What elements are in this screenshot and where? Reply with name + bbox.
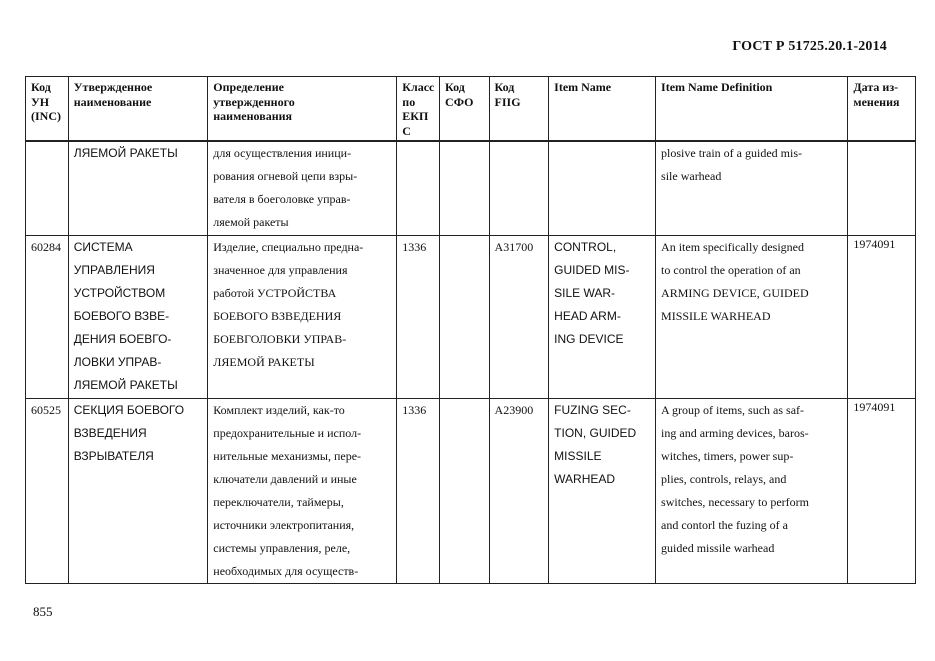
cell-fiig: A31700: [489, 236, 549, 399]
table-row: [26, 236, 916, 399]
header-text: Код: [31, 80, 51, 94]
header-fiig: [489, 77, 549, 142]
cell-inc: 60284: [26, 236, 69, 399]
cell-fiig: [489, 141, 549, 236]
cell-date: 1974091: [848, 236, 916, 399]
header-text: Item Name: [554, 80, 612, 94]
cell-text: для осуществления иници-: [213, 146, 352, 160]
header-text: утвержденного: [213, 94, 295, 109]
cell-text: MISSILE: [554, 449, 602, 463]
cell-text: УПРАВЛЕНИЯ: [73, 263, 155, 277]
cell-text: Комплект изделий, как-то: [213, 403, 345, 417]
header-text: УН: [31, 94, 50, 109]
cell-text: ARMING DEVICE, GUIDED: [661, 286, 809, 300]
header-text: наименование: [73, 94, 152, 109]
cell-text: to control the operation of an: [661, 263, 801, 277]
cell-text: ing and arming devices, baros-: [661, 426, 809, 440]
header-item-name-definition: [656, 77, 848, 142]
cell-item-definition: [656, 236, 848, 399]
cell-text: БОЕВОГО ВЗВЕДЕНИЯ: [213, 309, 342, 323]
header-text: Утвержденное: [73, 80, 153, 94]
header-text: Item Name Definition: [661, 80, 773, 94]
header-sfo: [440, 77, 490, 142]
cell-text: ЛЯЕМОЙ РАКЕТЫ: [73, 378, 178, 392]
cell-definition: [208, 399, 397, 584]
header-text: FIIG: [494, 94, 521, 109]
cell-text: необходимых для осуществ-: [213, 564, 359, 578]
cell-text: CONTROL,: [554, 240, 617, 254]
header-text: наименования: [213, 109, 293, 124]
cell-text: guided missile warhead: [661, 541, 775, 555]
cell-sfo: [440, 399, 490, 584]
cell-class: [397, 141, 440, 236]
cell-text: ВЗВЕДЕНИЯ: [73, 426, 147, 440]
header-text: менения: [853, 94, 900, 109]
cell-sfo: [440, 141, 490, 236]
cell-text: переключатели, таймеры,: [213, 495, 344, 509]
cell-text: ДЕНИЯ БОЕВГО-: [73, 332, 172, 346]
cell-text: системы управления, реле,: [213, 541, 351, 555]
cell-text: TION, GUIDED: [554, 426, 637, 440]
cell-text: SILE WAR-: [554, 286, 616, 300]
cell-text: ЛЯЕМОЙ РАКЕТЫ: [73, 146, 178, 160]
cell-text: предохранительные и испол-: [213, 426, 362, 440]
header-text: Код: [445, 80, 465, 94]
cell-item-name: [549, 236, 656, 399]
header-text: Определение: [213, 80, 284, 94]
table-row: [26, 141, 916, 236]
cell-text: БОЕВОГО ВЗВЕ-: [73, 309, 170, 323]
cell-text: СИСТЕМА: [73, 240, 133, 254]
cell-text: ЛЯЕМОЙ РАКЕТЫ: [213, 355, 315, 369]
cell-date: 1974091: [848, 399, 916, 584]
header-definition: [208, 77, 397, 142]
cell-definition: [208, 236, 397, 399]
cell-text: ключатели давлений и иные: [213, 472, 357, 486]
cell-text: WARHEAD: [554, 472, 616, 486]
cell-text: вателя в боеголовке управ-: [213, 192, 351, 206]
header-change-date: [848, 77, 916, 142]
header-text: СФО: [445, 94, 474, 109]
header-text: Класс: [402, 80, 435, 94]
cell-date: [848, 141, 916, 236]
cell-approved-name: [68, 141, 208, 236]
cell-approved-name: [68, 399, 208, 584]
cell-item-definition: [656, 399, 848, 584]
cell-item-name: [549, 399, 656, 584]
header-inc: [26, 77, 69, 142]
cell-text: switches, necessary to perform: [661, 495, 809, 509]
standard-designation: ГОСТ Р 51725.20.1-2014: [732, 39, 887, 54]
cell-text: нительные механизмы, пере-: [213, 449, 362, 463]
cell-text: рования огневой цепи взры-: [213, 169, 358, 183]
cell-text: источники электропитания,: [213, 518, 355, 532]
cell-text: Изделие, специально предна-: [213, 240, 364, 254]
cell-text: GUIDED MIS-: [554, 263, 630, 277]
page-number: 855: [33, 604, 53, 619]
cell-class: 1336: [397, 399, 440, 584]
cell-text: plosive train of a guided mis-: [661, 146, 803, 160]
cell-text: ляемой ракеты: [213, 215, 289, 229]
cell-text: MISSILE WARHEAD: [661, 309, 771, 323]
header-text: Дата из-: [853, 80, 899, 94]
header-class: [397, 77, 440, 142]
cell-approved-name: [68, 236, 208, 399]
cell-inc: [26, 141, 69, 236]
cell-item-name: [549, 141, 656, 236]
cell-text: A group of items, such as saf-: [661, 403, 805, 417]
header-text: (INC): [31, 109, 61, 124]
header-text: ЕКП: [402, 109, 429, 124]
cell-text: An item specifically designed: [661, 240, 804, 254]
table-header: [26, 77, 916, 142]
cell-text: FUZING SEC-: [554, 403, 631, 417]
cell-sfo: [440, 236, 490, 399]
cell-text: ING DEVICE: [554, 332, 624, 346]
cell-text: ЛОВКИ УПРАВ-: [73, 355, 162, 369]
table-row: [26, 399, 916, 584]
cell-fiig: A23900: [489, 399, 549, 584]
header-approved-name: [68, 77, 208, 142]
cell-text: УСТРОЙСТВОМ: [73, 286, 166, 300]
cell-inc: 60525: [26, 399, 69, 584]
cell-class: 1336: [397, 236, 440, 399]
cell-text: witches, timers, power sup-: [661, 449, 794, 463]
cell-text: БОЕВГОЛОВКИ УПРАВ-: [213, 332, 347, 346]
header-item-name: [549, 77, 656, 142]
cell-definition: [208, 141, 397, 236]
cell-text: значенное для управления: [213, 263, 348, 277]
header-row: [26, 77, 916, 142]
cell-text: sile warhead: [661, 169, 722, 183]
cell-text: and contorl the fuzing of a: [661, 518, 788, 532]
cell-text: работой УСТРОЙСТВА: [213, 286, 337, 300]
cell-text: plies, controls, relays, and: [661, 472, 787, 486]
classification-table: [25, 76, 916, 584]
header-text: Код: [494, 80, 515, 94]
header-text: по: [402, 94, 416, 109]
cell-text: HEAD ARM-: [554, 309, 621, 323]
cell-text: СЕКЦИЯ БОЕВОГО: [73, 403, 185, 417]
cell-text: ВЗРЫВАТЕЛЯ: [73, 449, 154, 463]
cell-item-definition: [656, 141, 848, 236]
header-text: С: [402, 123, 411, 138]
